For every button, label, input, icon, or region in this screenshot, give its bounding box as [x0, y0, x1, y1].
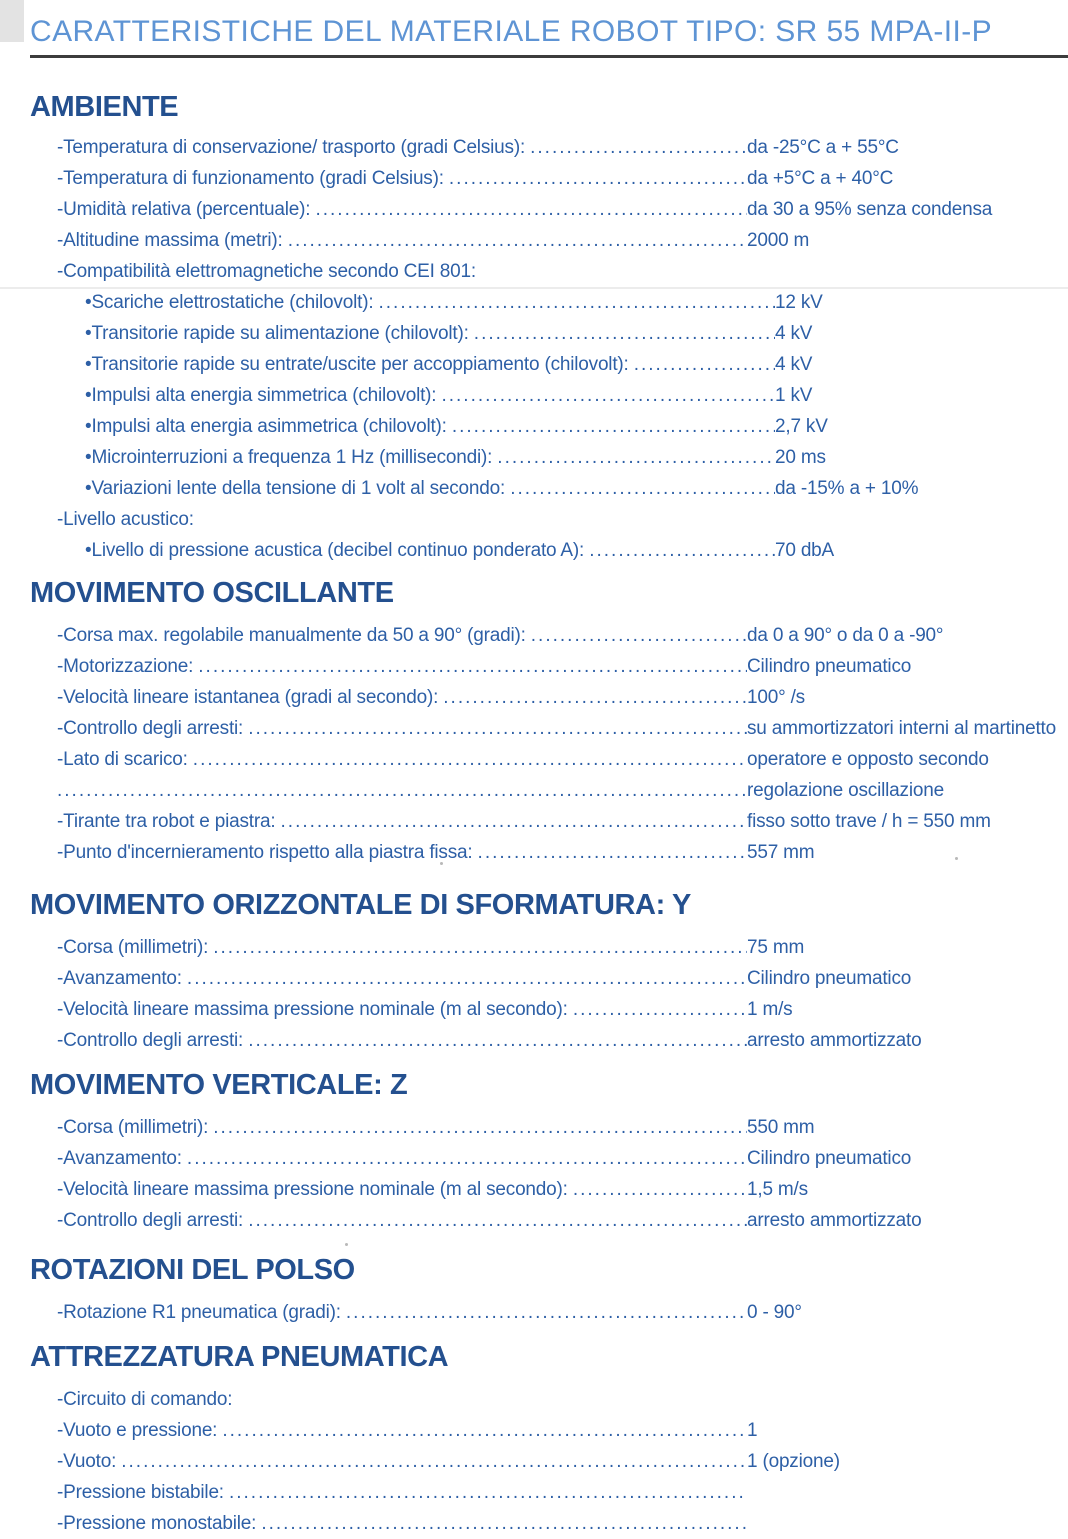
spec-row	[30, 837, 1068, 868]
spec-label: •Scariche elettrostatiche (chilovolt):	[85, 292, 379, 313]
spec-label: •Impulsi alta energia asimmetrica (chilovolt):	[85, 416, 452, 437]
spec-value: regolazione oscillazione	[747, 780, 944, 801]
spec-row	[30, 473, 1068, 504]
dot-leader	[288, 225, 747, 256]
spec-row	[30, 132, 1068, 163]
spec-sections	[30, 92, 1068, 1539]
dot-leader	[573, 994, 747, 1025]
spec-row	[30, 963, 1068, 994]
title-rule	[30, 55, 1068, 58]
spec-section	[30, 1255, 1068, 1328]
section-heading: ATTREZZATURA PNEUMATICA	[30, 1341, 449, 1373]
dot-leader	[121, 1446, 747, 1477]
spec-row	[30, 806, 1068, 837]
spec-value: da 30 a 95% senza condensa	[747, 199, 993, 220]
dot-leader	[248, 1205, 747, 1236]
spec-value: 20 ms	[775, 447, 826, 468]
spec-value: 1	[747, 1420, 758, 1441]
spec-row	[30, 1508, 1068, 1539]
spec-value: 2000 m	[747, 230, 810, 251]
spec-row	[30, 225, 1068, 256]
spec-label: -Corsa max. regolabile manualmente da 50 a 90° (gradi):	[57, 625, 531, 646]
dot-leader	[443, 682, 747, 713]
dot-leader	[248, 713, 747, 744]
spec-label: -Circuito di comando:	[57, 1389, 233, 1410]
dot-leader	[634, 349, 775, 380]
spec-row	[30, 504, 1068, 535]
spec-label: -Controllo degli arresti:	[57, 1210, 249, 1231]
spec-row	[30, 287, 1068, 318]
spec-label: -Avanzamento:	[57, 1148, 187, 1169]
dot-leader	[187, 1143, 747, 1174]
spec-row	[30, 1446, 1068, 1477]
dot-leader	[261, 1508, 747, 1539]
spec-label: -Compatibilità elettromagnetiche secondo CEI 801:	[57, 261, 476, 282]
dot-leader	[589, 535, 775, 566]
spec-value: Cilindro pneumatico	[747, 968, 912, 989]
spec-label: -Controllo degli arresti:	[57, 1030, 249, 1051]
spec-value: Cilindro pneumatico	[747, 656, 912, 677]
spec-value: da -25°C a + 55°C	[747, 137, 899, 158]
spec-label: •Variazioni lente della tensione di 1 volt al secondo:	[85, 478, 511, 499]
spec-label: -Corsa (millimetri):	[57, 937, 214, 958]
spec-value: 1,5 m/s	[747, 1179, 808, 1200]
dot-leader	[187, 963, 747, 994]
spec-label: -Lato di scarico:	[57, 749, 193, 770]
spec-label: -Pressione monostabile:	[57, 1513, 262, 1534]
spec-label: -Motorizzazione:	[57, 656, 199, 677]
spec-value: fisso sotto trave / h = 550 mm	[747, 811, 991, 832]
spec-value: 12 kV	[775, 292, 823, 313]
dot-leader	[378, 287, 775, 318]
spec-value: 550 mm	[747, 1117, 815, 1138]
spec-label: -Vuoto:	[57, 1451, 122, 1472]
dot-leader	[510, 473, 775, 504]
spec-row	[30, 1143, 1068, 1174]
spec-label: -Livello acustico:	[57, 509, 194, 530]
spec-label: -Temperatura di conservazione/ trasporto (gradi Celsius):	[57, 137, 531, 158]
spec-value: da 0 a 90° o da 0 a -90°	[747, 625, 944, 646]
spec-row	[30, 1025, 1068, 1056]
spec-label: •Livello di pressione acustica (decibel continuo ponderato A):	[85, 540, 590, 561]
dot-leader	[478, 837, 747, 868]
spec-label: -Corsa (millimetri):	[57, 1117, 214, 1138]
spec-section	[30, 92, 1068, 566]
spec-row	[30, 932, 1068, 963]
spec-value: 4 kV	[775, 323, 813, 344]
spec-label: -Punto d'incernieramento rispetto alla piastra fissa:	[57, 842, 478, 863]
spec-row	[30, 442, 1068, 473]
spec-value: arresto ammortizzato	[747, 1210, 922, 1231]
spec-label: -Velocità lineare massima pressione nominale (m al secondo):	[57, 1179, 573, 1200]
dot-leader	[281, 806, 747, 837]
spec-section	[30, 1070, 1068, 1236]
dot-leader	[222, 1415, 747, 1446]
spec-label: -Avanzamento:	[57, 968, 187, 989]
spec-label: -Velocità lineare massima pressione nominale (m al secondo):	[57, 999, 573, 1020]
spec-label: •Microinterruzioni a frequenza 1 Hz (millisecondi):	[85, 447, 498, 468]
spec-row	[30, 1112, 1068, 1143]
spec-value: 1 (opzione)	[747, 1451, 840, 1472]
spec-row	[30, 994, 1068, 1025]
spec-value: da -15% a + 10%	[775, 478, 919, 499]
dot-leader	[530, 132, 747, 163]
spec-label: -Pressione bistabile:	[57, 1482, 229, 1503]
dot-leader	[452, 411, 775, 442]
spec-row	[30, 1415, 1068, 1446]
dot-leader	[449, 163, 747, 194]
spec-row	[30, 256, 1068, 287]
spec-label: -Velocità lineare istantanea (gradi al secondo):	[57, 687, 444, 708]
spec-value: 100° /s	[747, 687, 805, 708]
dot-leader	[248, 1025, 747, 1056]
spec-row	[30, 1297, 1068, 1328]
spec-row	[30, 651, 1068, 682]
spec-row	[30, 349, 1068, 380]
spec-label: -Controllo degli arresti:	[57, 718, 249, 739]
spec-row	[30, 380, 1068, 411]
dot-leader	[474, 318, 775, 349]
spec-value: 1 m/s	[747, 999, 793, 1020]
spec-section	[30, 578, 1068, 868]
spec-value: 1 kV	[775, 385, 813, 406]
spec-value: arresto ammortizzato	[747, 1030, 922, 1051]
spec-row	[30, 1477, 1068, 1508]
spec-value: 2,7 kV	[775, 416, 828, 437]
section-heading: ROTAZIONI DEL POLSO	[30, 1254, 355, 1286]
dot-leader	[346, 1297, 747, 1328]
spec-label: -Temperatura di funzionamento (gradi Celsius):	[57, 168, 449, 189]
spec-value: su ammortizzatori interni al martinetto	[747, 718, 1056, 739]
spec-value: 70 dbA	[775, 540, 835, 561]
spec-label: -Umidità relativa (percentuale):	[57, 199, 316, 220]
section-heading: MOVIMENTO VERTICALE: Z	[30, 1069, 408, 1101]
dot-leader	[441, 380, 775, 411]
spec-label: -Rotazione R1 pneumatica (gradi):	[57, 1302, 346, 1323]
spec-value: 557 mm	[747, 842, 815, 863]
spec-row	[30, 318, 1068, 349]
spec-value: 75 mm	[747, 937, 805, 958]
spec-section	[30, 1342, 1068, 1539]
doc-title: CARATTERISTICHE DEL MATERIALE ROBOT TIPO: SR 55 MPA-II-P	[30, 15, 993, 48]
spec-row	[30, 682, 1068, 713]
spec-label: •Transitorie rapide su entrate/uscite per accoppiamento (chilovolt):	[85, 354, 634, 375]
dot-leader	[193, 744, 747, 775]
dot-leader	[213, 932, 747, 963]
spec-value: da +5°C a + 40°C	[747, 168, 894, 189]
spec-value: Cilindro pneumatico	[747, 1148, 912, 1169]
dot-leader	[315, 194, 747, 225]
spec-label: -Vuoto e pressione:	[57, 1420, 223, 1441]
spec-value: 0 - 90°	[747, 1302, 802, 1323]
section-heading: MOVIMENTO ORIZZONTALE DI SFORMATURA: Y	[30, 889, 691, 921]
dot-leader	[213, 1112, 747, 1143]
dot-leader	[57, 775, 747, 806]
spec-row	[30, 775, 1068, 806]
section-heading: MOVIMENTO OSCILLANTE	[30, 577, 394, 609]
spec-row	[30, 163, 1068, 194]
spec-row	[30, 744, 1068, 775]
spec-section	[30, 890, 1068, 1056]
dot-leader	[573, 1174, 747, 1205]
spec-row	[30, 713, 1068, 744]
dot-leader	[198, 651, 747, 682]
spec-label: -Tirante tra robot e piastra:	[57, 811, 281, 832]
spec-row	[30, 411, 1068, 442]
spec-value: 4 kV	[775, 354, 813, 375]
spec-label: •Transitorie rapide su alimentazione (chilovolt):	[85, 323, 474, 344]
spec-row	[30, 194, 1068, 225]
spec-row	[30, 1205, 1068, 1236]
dot-leader	[497, 442, 775, 473]
section-heading: AMBIENTE	[30, 91, 179, 123]
spec-value: operatore e opposto secondo	[747, 749, 989, 770]
spec-label: -Altitudine massima (metri):	[57, 230, 288, 251]
dot-leader	[531, 620, 747, 651]
spec-row	[30, 1384, 1068, 1415]
spec-label: •Impulsi alta energia simmetrica (chilovolt):	[85, 385, 442, 406]
dot-leader	[229, 1477, 747, 1508]
spec-row	[30, 535, 1068, 566]
spec-row	[30, 1174, 1068, 1205]
spec-row	[30, 620, 1068, 651]
